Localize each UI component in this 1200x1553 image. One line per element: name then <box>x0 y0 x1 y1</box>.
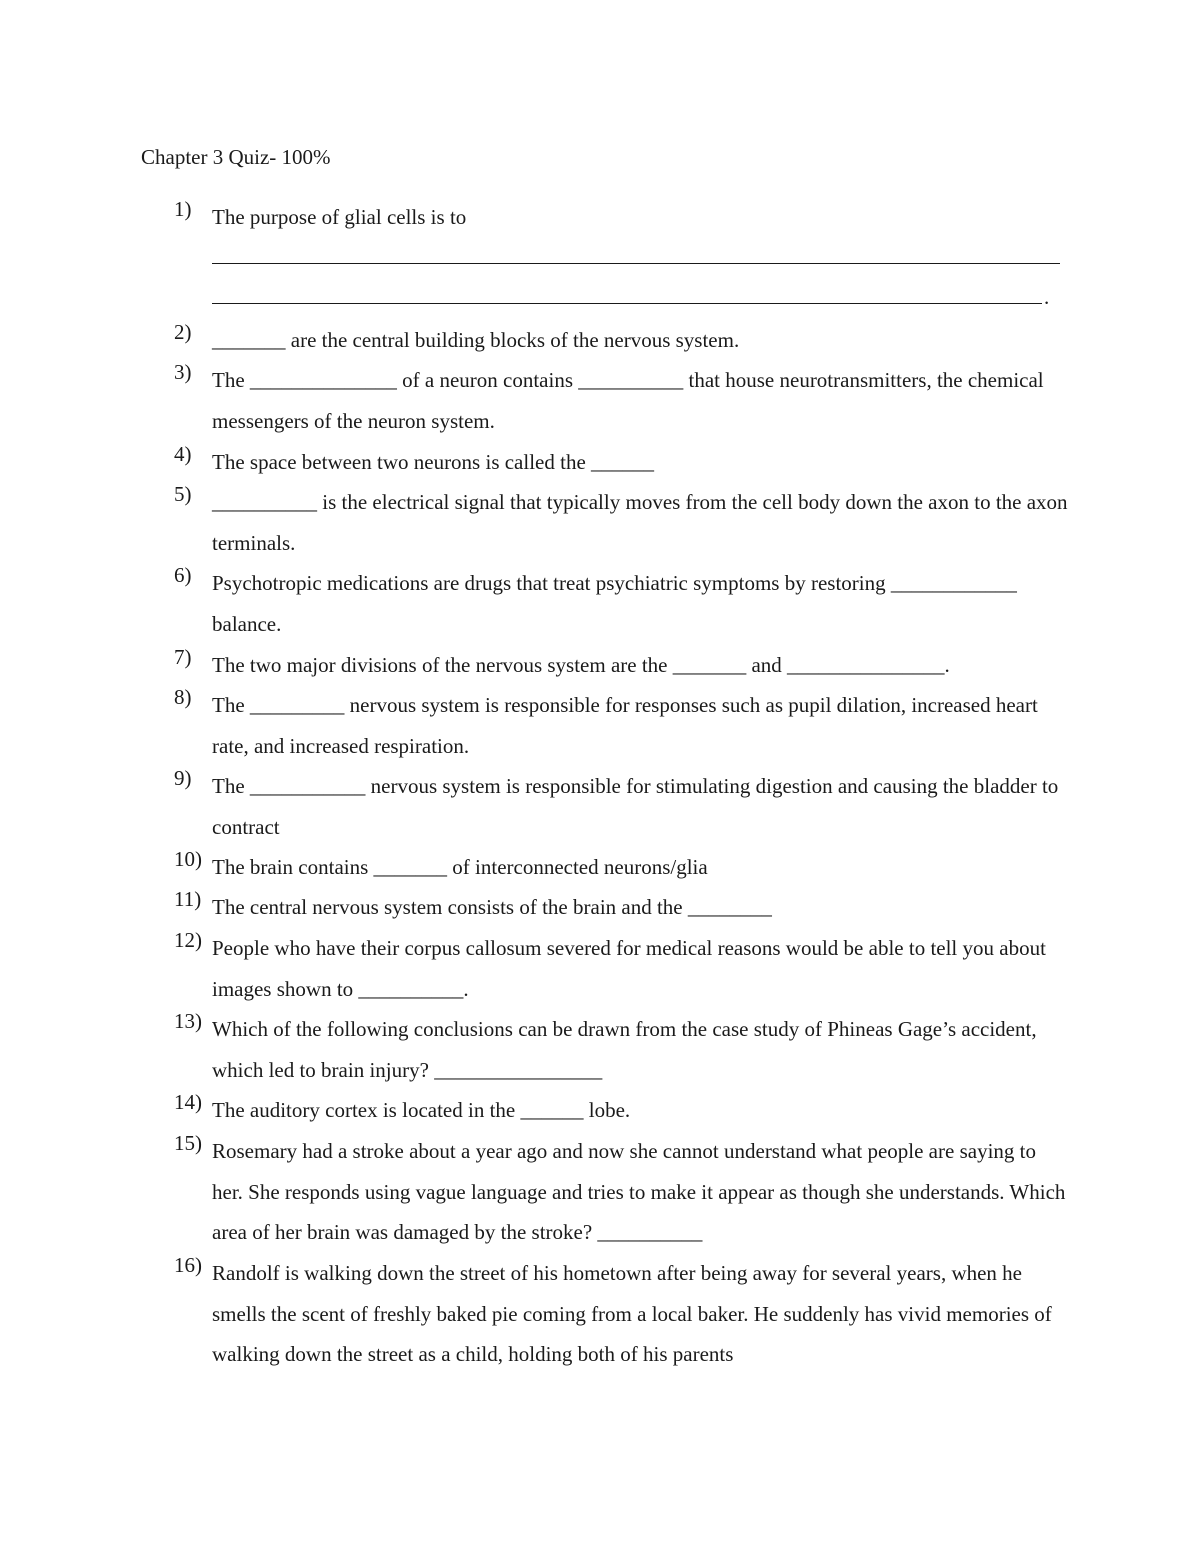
question-text: The auditory cortex is located in the ______ lobe. <box>212 1098 631 1122</box>
question-number: 16) <box>174 1253 202 1277</box>
answer-line-period: . <box>1044 285 1050 309</box>
question-text: The two major divisions of the nervous system are the _______ and _______________. <box>212 653 950 677</box>
question-number: 1) <box>174 197 192 221</box>
question-text: Rosemary had a stroke about a year ago and now she cannot understand what people are saying to her. She responds using vague language and tries to make it appear as though she understands. Which area of her brain was damaged by the stroke? __________ <box>212 1139 1066 1244</box>
question-text: _______ are the central building blocks of the nervous system. <box>212 328 740 352</box>
question-text: The ___________ nervous system is responsible for stimulating digestion and causing the bladder to contract <box>212 774 1059 839</box>
answer-line-2 <box>212 303 1042 304</box>
question-number: 9) <box>174 766 192 790</box>
question-number: 13) <box>174 1009 202 1033</box>
question-text: Randolf is walking down the street of his hometown after being away for several years, when he smells the scent of freshly baked pie coming from a local baker. He suddenly has vivid memories of walking down the street as a child, holding both of his parents <box>212 1261 1052 1366</box>
question-text: The ______________ of a neuron contains __________ that house neurotransmitters, the chemical messengers of the neuron system. <box>212 368 1044 433</box>
question-number: 8) <box>174 685 192 709</box>
question-text: Psychotropic medications are drugs that treat psychiatric symptoms by restoring ____________ balance. <box>212 571 1017 636</box>
question-number: 10) <box>174 847 202 871</box>
question-number: 7) <box>174 645 192 669</box>
question-text: The space between two neurons is called the ______ <box>212 450 655 474</box>
question-text: The brain contains _______ of interconnected neurons/glia <box>212 855 708 879</box>
question-number: 3) <box>174 360 192 384</box>
answer-line-1 <box>212 263 1060 264</box>
question-text: The purpose of glial cells is to <box>212 205 467 229</box>
question-text: People who have their corpus callosum severed for medical reasons would be able to tell you about images shown to __________. <box>212 936 1046 1001</box>
question-text: Which of the following conclusions can be drawn from the case study of Phineas Gage’s accident, which led to brain injury? ________________ <box>212 1017 1037 1082</box>
question-text: __________ is the electrical signal that typically moves from the cell body down the axon to the axon terminals. <box>212 490 1068 555</box>
question-number: 6) <box>174 563 192 587</box>
question-number: 4) <box>174 442 192 466</box>
page-title: Chapter 3 Quiz- 100% <box>141 145 331 169</box>
question-text: The central nervous system consists of the brain and the ________ <box>212 895 772 919</box>
question-number: 5) <box>174 482 192 506</box>
question-number: 11) <box>174 887 202 911</box>
question-number: 2) <box>174 320 192 344</box>
question-number: 12) <box>174 928 202 952</box>
question-text: The _________ nervous system is responsible for responses such as pupil dilation, increased heart rate, and increased respiration. <box>212 693 1038 758</box>
question-number: 15) <box>174 1131 202 1155</box>
question-number: 14) <box>174 1090 202 1114</box>
